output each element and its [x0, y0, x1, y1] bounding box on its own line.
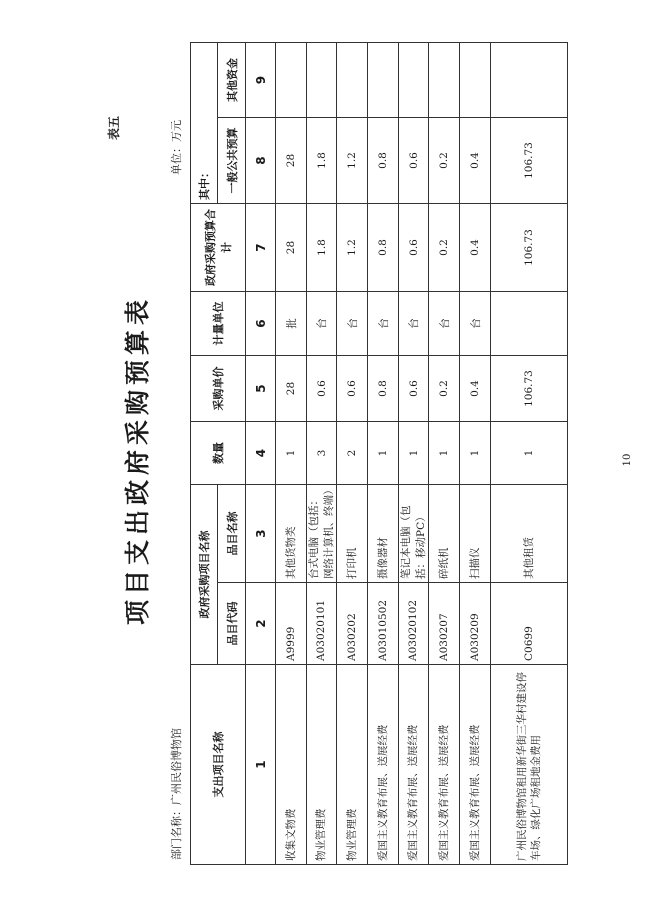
cell-unit-price: 0.6	[337, 356, 368, 422]
cell-other-funds	[337, 43, 368, 118]
cell-general-public: 106.73	[491, 118, 568, 204]
cell-item-name: 打印机	[337, 485, 368, 583]
header-other-funds: 其他资金	[218, 43, 246, 118]
header-budget-total: 政府采购预算合计	[191, 204, 246, 292]
cell-project: 收集文物费	[276, 665, 307, 865]
cell-project: 广州民俗博物馆租用新华街三华村建设停车场、绿化广场租地金费用	[491, 665, 568, 865]
cell-unit-price: 28	[276, 356, 307, 422]
cell-budget-total: 28	[276, 204, 307, 292]
column-number: 7	[246, 204, 276, 292]
unit-label: 单位：万元	[170, 120, 183, 175]
cell-measure-unit: 台	[429, 292, 460, 356]
header-measure-unit: 计量单位	[191, 292, 246, 356]
cell-other-funds	[399, 43, 429, 118]
department-name: 部门名称：广州民俗博物馆	[170, 728, 183, 860]
table-row	[491, 43, 568, 865]
cell-measure-unit: 台	[368, 292, 399, 356]
header-of-which: 其中：	[191, 43, 218, 204]
cell-quantity: 1	[368, 422, 399, 485]
cell-budget-total: 0.8	[368, 204, 399, 292]
cell-unit-price: 0.4	[460, 356, 491, 422]
cell-budget-total: 106.73	[491, 204, 568, 292]
cell-other-funds	[460, 43, 491, 118]
cell-code: A030209	[460, 583, 491, 665]
cell-other-funds	[491, 43, 568, 118]
cell-item-name: 扫描仪	[460, 485, 491, 583]
cell-unit-price: 0.6	[307, 356, 337, 422]
column-number: 3	[246, 485, 276, 583]
cell-project: 爱国主义教育布展、送展经费	[460, 665, 491, 865]
cell-unit-price: 0.6	[399, 356, 429, 422]
header-item-name: 品目名称	[218, 485, 246, 583]
cell-quantity: 1	[429, 422, 460, 485]
header-procurement-project: 政府采购项目名称	[191, 485, 218, 665]
column-number: 2	[246, 583, 276, 665]
cell-code: A03020101	[307, 583, 337, 665]
cell-project: 爱国主义教育布展、送展经费	[399, 665, 429, 865]
table-row	[307, 43, 337, 865]
header-item-code: 品目代码	[218, 583, 246, 665]
cell-other-funds	[276, 43, 307, 118]
cell-budget-total: 0.2	[429, 204, 460, 292]
cell-code: A03020102	[399, 583, 429, 665]
cell-budget-total: 1.8	[307, 204, 337, 292]
cell-measure-unit: 台	[399, 292, 429, 356]
cell-quantity: 1	[399, 422, 429, 485]
cell-code: A030202	[337, 583, 368, 665]
cell-code: A9999	[276, 583, 307, 665]
cell-general-public: 1.8	[307, 118, 337, 204]
cell-unit-price: 0.8	[368, 356, 399, 422]
cell-other-funds	[429, 43, 460, 118]
cell-measure-unit: 台	[460, 292, 491, 356]
cell-project: 爱国主义教育布展、送展经费	[368, 665, 399, 865]
page-number: 10	[622, 453, 633, 467]
cell-code: C0699	[491, 583, 568, 665]
table-label: 表五	[107, 115, 121, 140]
cell-item-name: 其他货物类	[276, 485, 307, 583]
page-title: 项目支出政府采购预算表	[123, 295, 152, 626]
column-number: 1	[246, 665, 276, 865]
header-general-public: 一般公共预算	[218, 118, 246, 204]
cell-quantity: 1	[276, 422, 307, 485]
cell-other-funds	[307, 43, 337, 118]
cell-general-public: 0.2	[429, 118, 460, 204]
cell-quantity: 3	[307, 422, 337, 485]
cell-general-public: 0.8	[368, 118, 399, 204]
cell-project: 物业管理费	[307, 665, 337, 865]
cell-general-public: 28	[276, 118, 307, 204]
procurement-budget-table	[190, 42, 568, 865]
header-unit-price: 采购单价	[191, 356, 246, 422]
cell-budget-total: 0.6	[399, 204, 429, 292]
table-row	[368, 43, 399, 865]
cell-item-name: 摄像器材	[368, 485, 399, 583]
table-row	[276, 43, 307, 865]
cell-project: 物业管理费	[337, 665, 368, 865]
column-number: 4	[246, 422, 276, 485]
cell-budget-total: 1.2	[337, 204, 368, 292]
cell-budget-total: 0.4	[460, 204, 491, 292]
cell-general-public: 1.2	[337, 118, 368, 204]
cell-general-public: 0.6	[399, 118, 429, 204]
table-row	[429, 43, 460, 865]
cell-item-name: 笔记本电脑（包括：移动PC）	[399, 485, 429, 583]
cell-item-name: 台式电脑（包括：网络计算机、终端）	[307, 485, 337, 583]
cell-general-public: 0.4	[460, 118, 491, 204]
cell-measure-unit: 批	[276, 292, 307, 356]
column-number: 9	[246, 43, 276, 118]
table-row	[399, 43, 429, 865]
column-number: 6	[246, 292, 276, 356]
cell-code: A03010502	[368, 583, 399, 665]
cell-project: 爱国主义教育布展、送展经费	[429, 665, 460, 865]
cell-unit-price: 106.73	[491, 356, 568, 422]
cell-item-name: 碎纸机	[429, 485, 460, 583]
header-expense-project: 支出项目名称	[191, 665, 246, 865]
cell-code: A030207	[429, 583, 460, 665]
column-number: 8	[246, 118, 276, 204]
cell-item-name: 其他租赁	[491, 485, 568, 583]
header-quantity: 数量	[191, 422, 246, 485]
cell-unit-price: 0.2	[429, 356, 460, 422]
table-row	[460, 43, 491, 865]
cell-measure-unit: 台	[307, 292, 337, 356]
cell-quantity: 1	[460, 422, 491, 485]
cell-measure-unit: 台	[337, 292, 368, 356]
cell-measure-unit	[491, 292, 568, 356]
cell-quantity: 2	[337, 422, 368, 485]
cell-quantity: 1	[491, 422, 568, 485]
cell-other-funds	[368, 43, 399, 118]
table-row	[337, 43, 368, 865]
column-number: 5	[246, 356, 276, 422]
